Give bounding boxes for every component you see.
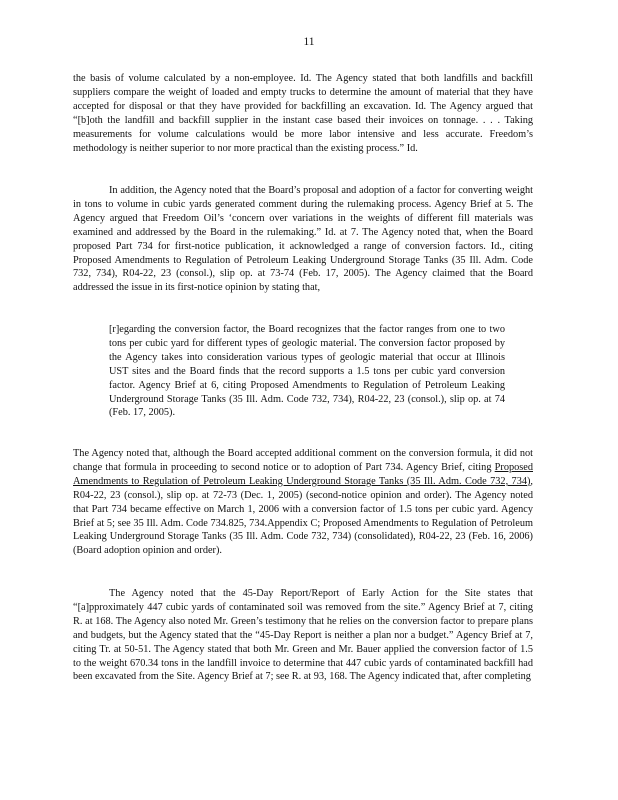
paragraph-1: the basis of volume calculated by a non-employee. Id. The Agency stated that both landfills and backfill suppliers compare the weight of loaded and empty trucks to determine the amount of material that they have accepted for disposal or that they have provided for backfilling an excavation. Id. The Agency argued that “[b]oth the landfill and backfill supplier in the instant case based their invoices on tonnage. . . . Taking measurements for volume calculations would be more labor intensive and less accurate. Freedom’s methodology is neither superior to nor more practical than the existing process.” Id. <box>73 73 533 154</box>
case-citation-underlined: Proposed Amendments to Regulation of Petroleum Leaking Underground Storage Tanks (35 Ill. Adm. Code 732, 734) <box>73 461 533 487</box>
block-quote: [r]egarding the conversion factor, the Board recognizes that the factor ranges from one to two tons per cubic yard for different types of geologic material. The conversion factor proposed by the Agency takes into consideration various types of geologic material that occur at Illinois UST sites and the Board finds that the record supports a 1.5 tons per cubic yard conversion factor. Agency Brief at 6, citing Proposed Amendments to Regulation of Petroleum Leaking Underground Storage Tanks (35 Ill. Adm. Code 732, 734), R04-22, 23 (consol.), slip op. at 74 (Feb. 17, 2005). <box>109 324 505 419</box>
paragraph-3-text-b: , R04-22, 23 (consol.), slip op. at 72-73 (Dec. 1, 2005) (second-notice opinion and order). The Agency noted that Part 734 became effective on March 1, 2006 with a conversion factor of 1.5 tons per cubic yard. Agency Brief at 5; see 35 Ill. Adm. Code 734.825, 734.Appendix C; Proposed Amendments to Regulation of Petroleum Leaking Underground Storage Tanks (35 Ill. Adm. Code 732, 734) (consolidated), R04-22, 23 (Feb. 16, 2006) (Board adoption opinion and order). <box>73 475 533 557</box>
paragraph-3-text-a: The Agency noted that, although the Board accepted additional comment on the conversion formula, it did not change that formula in proceeding to second notice or to adoption of Part 734. Agency Brief, citing <box>73 448 533 473</box>
paragraph-2: In addition, the Agency noted that the Board’s proposal and adoption of a factor for converting weight in tons to volume in cubic yards generated comment during the rulemaking process. Agency Brief at 5. The Agency argued that Freedom Oil’s ‘concern over variations in the weights of different fill materials was examined and addressed by the Board in the rulemaking.” Id. at 7. The Agency noted that, when the Board proposed Part 734 for first-notice publication, it acknowledged a range of conversion factors. Id., citing Proposed Amendments to Regulation of Petroleum Leaking Underground Storage Tanks (35 Ill. Adm. Code 732, 734), R04-22, 23 (consol.), slip op. at 73-74 (Feb. 17, 2005). The Agency claimed that the Board addressed the issue in its first-notice opinion by stating that, <box>73 185 533 294</box>
paragraph-4: The Agency noted that the 45-Day Report/Report of Early Action for the Site states that “[a]pproximately 447 cubic yards of contaminated soil was removed from the site.” Agency Brief at 7, citing R. at 168. The Agency also noted Mr. Green’s testimony that he relies on the conversion factor to prepare plans and budgets, but the Agency stated that the “45-Day Report is neither a plan nor a budget.” Agency Brief at 7, citing Tr. at 50-51. The Agency stated that both Mr. Green and Mr. Bauer applied the conversion factor of 1.5 to the weight 670.34 tons in the landfill invoice to determine that 447 cubic yards of contaminated backfill had been excavated from the Site. Agency Brief at 7; see R. at 93, 168. The Agency indicated that, after completing <box>73 588 533 683</box>
page-number: 11 <box>303 36 315 48</box>
paragraph-3 <box>73 447 533 558</box>
